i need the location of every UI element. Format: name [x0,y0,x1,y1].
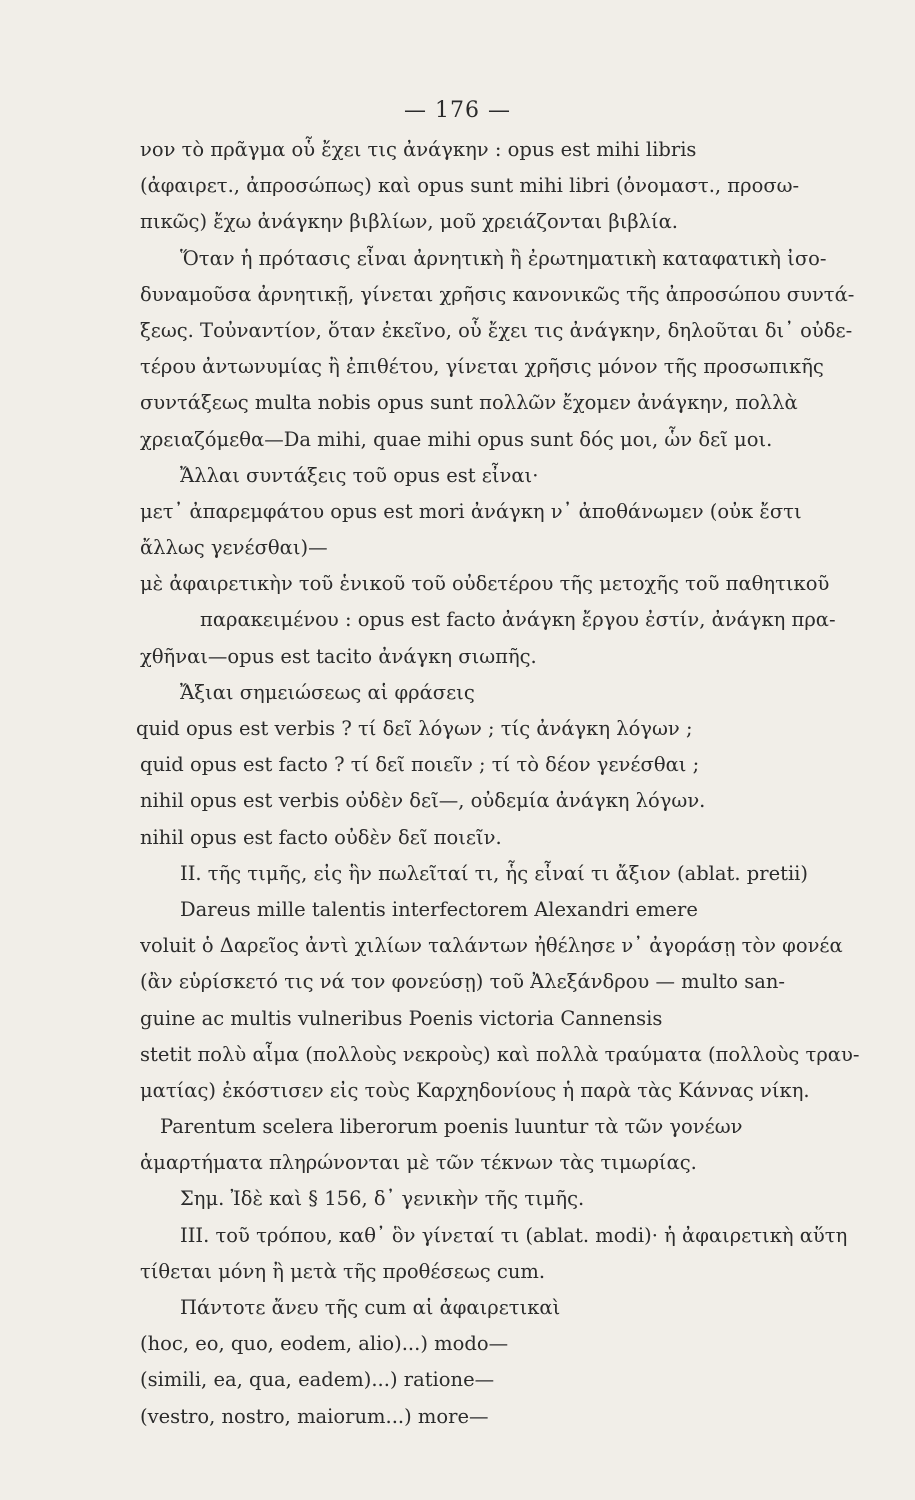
text-line: stetit πολὺ αἷμα (πολλοὺς νεκροὺς) καὶ πολλὰ τραύματα (πολλοὺς τραυ- [140,1042,860,1066]
text-line: πικῶς) ἔχω ἀνάγκην βιβλίων, μοῦ χρειάζονται βιβλία. [140,210,678,234]
text-line: ἁμαρτήματα πληρώνονται μὲ τῶν τέκνων τὰς τιμωρίας. [140,1151,697,1175]
page-number: — 176 — [404,98,511,123]
text-line: ξεως. Τοὐναντίον, ὅταν ἐκεῖνο, οὗ ἔχει τις ἀνάγκην, δηλοῦται δι᾽ οὐδε- [140,318,853,342]
text-line: τέρου ἀντωνυμίας ἢ ἐπιθέτου, γίνεται χρῆσις μόνον τῆς προσωπικῆς [140,355,824,379]
text-line: μὲ ἀφαιρετικὴν τοῦ ἑνικοῦ τοῦ οὐδετέρου τῆς μετοχῆς τοῦ παθητικοῦ [140,572,830,596]
text-line: nihil opus est facto οὐδὲν δεῖ ποιεῖν. [140,825,502,849]
text-line: quid opus est verbis ? τί δεῖ λόγων ; τίς ἀνάγκη λόγων ; [136,717,693,740]
text-line: ἄλλως γενέσθαι)— [140,536,328,560]
text-line: παρακειμένου : opus est facto ἀνάγκη ἔργου ἐστίν, ἀνάγκη πρα- [200,608,836,632]
text-line: Ὅταν ἡ πρότασις εἶναι ἀρνητικὴ ἢ ἐρωτηματικὴ καταφατικὴ ἰσο- [180,246,827,270]
text-line: (hoc, eo, quo, eodem, alio)...) modo— [140,1332,509,1356]
text-line: (simili, ea, qua, eadem)...) ratione— [140,1368,495,1392]
text-line: quid opus est facto ? τί δεῖ ποιεῖν ; τί τὸ δέον γενέσθαι ; [140,753,700,777]
text-line: guine ac multis vulneribus Poenis victoria Cannensis [140,1006,663,1030]
text-line: Parentum scelera liberorum poenis luuntur τὰ τῶν γονέων [160,1115,743,1139]
text-line: συντάξεως multa nobis opus sunt πολλῶν ἔχομεν ἀνάγκην, πολλὰ [140,391,798,415]
section-heading-line: III. τοῦ τρόπου, καθ᾽ ὃν γίνεταί τι (ablat. modi)· ἡ ἀφαιρετικὴ αὕτη [180,1223,848,1247]
text-line: χθῆναι—opus est tacito ἀνάγκη σιωπῆς. [140,644,537,668]
text-line: δυναμοῦσα ἀρνητικῇ, γίνεται χρῆσις κανονικῶς τῆς ἀπροσώπου συντά- [140,282,855,306]
text-line: τίθεται μόνη ἢ μετὰ τῆς προθέσεως cum. [140,1259,546,1283]
text-line: ματίας) ἐκόστισεν εἰς τοὺς Καρχηδονίους ἡ παρὰ τὰς Κάννας νίκη. [140,1078,810,1102]
text-line: Ἄλλαι συντάξεις τοῦ opus est εἶναι· [180,463,539,487]
section-heading-line: II. τῆς τιμῆς, εἰς ἣν πωλεῖταί τι, ἧς εἶναί τι ἄξιον (ablat. pretii) [180,861,809,885]
note-line: Σημ. Ἰδὲ καὶ § 156, δ᾽ γενικὴν τῆς τιμῆς. [180,1187,585,1211]
page-body-text [136,132,915,1435]
text-line: Ἄξιαι σημειώσεως αἱ φράσεις [180,680,475,704]
text-line: νον τὸ πρᾶγμα οὗ ἔχει τις ἀνάγκην : opus est mihi libris [140,138,697,161]
text-line: χρειαζόμεθα—Da mihi, quae mihi opus sunt δός μοι, ὧν δεῖ μοι. [140,427,773,451]
text-line: nihil opus est verbis οὐδὲν δεῖ—, οὐδεμία ἀνάγκη λόγων. [140,789,706,813]
text-line: (ἀφαιρετ., ἀπροσώπως) καὶ opus sunt mihi libri (ὀνομαστ., προσω- [140,174,800,198]
text-line: μετ᾽ ἀπαρεμφάτου opus est mori ἀνάγκη ν᾽ ἀποθάνωμεν (οὐκ ἔστι [140,499,802,523]
text-line: voluit ὁ Δαρεῖος ἀντὶ χιλίων ταλάντων ἠθέλησε ν᾽ ἀγοράσῃ τὸν φονέα [140,934,843,958]
text-line: Dareus mille talentis interfectorem Alexandri emere [180,897,698,921]
text-line: (vestro, nostro, maiorum...) more— [140,1404,489,1428]
text-line: (ἂν εὑρίσκετό τις νά τον φονεύσῃ) τοῦ Ἀλεξάνδρου — multo san- [140,970,786,994]
text-line: Πάντοτε ἄνευ τῆς cum αἱ ἀφαιρετικαὶ [180,1296,561,1319]
